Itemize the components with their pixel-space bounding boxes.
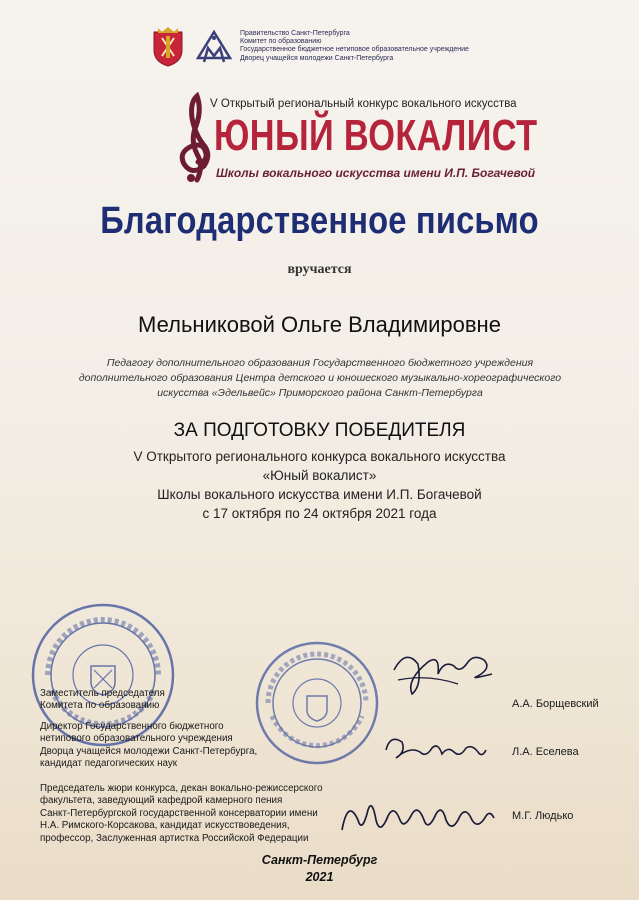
recipient-name: Мельниковой Ольге Владимировне: [138, 312, 501, 337]
detail-line: с 17 октября по 24 октября 2021 года: [202, 506, 437, 521]
awarded-label: вручается: [287, 262, 352, 277]
signatory-2-title: [40, 721, 257, 771]
detail-line: «Юный вокалист»: [262, 468, 377, 483]
palace-logo-icon: [194, 28, 234, 66]
signatory-1-name: А.А. Борщевский: [512, 698, 599, 710]
signature-borschevsky: [388, 640, 498, 702]
city-label: Санкт-Петербург: [261, 853, 378, 867]
position-line: Педагогу дополнительного образования Государственного бюджетного учреждения: [106, 357, 534, 369]
year-label: 2021: [305, 870, 334, 884]
header: [150, 20, 490, 72]
position-line: дополнительного образования Центра детского и юношеского музыкально-хореографического: [78, 372, 562, 384]
coat-of-arms-icon: [150, 26, 186, 68]
palace-stamp-icon: [252, 638, 382, 768]
signatory-3-title: [40, 783, 323, 845]
org-line: Комитет по образованию: [240, 38, 322, 46]
detail-line: V Открытого регионального конкурса вокального искусства: [133, 449, 506, 464]
signatory-title-line: факультета, заведующий кафедрой камерного пения: [40, 795, 283, 807]
contest-name: ЮНЫЙ ВОКАЛИСТ: [214, 111, 538, 160]
org-line: Дворец учащейся молодежи Санкт-Петербурга: [240, 54, 394, 62]
org-line: Правительство Санкт-Петербурга: [240, 30, 350, 37]
signatory-title-line: Н.А. Римского-Корсакова, кандидат искусствоведения,: [40, 820, 290, 832]
signatory-1-title: [40, 688, 165, 713]
contest-edition: V Открытый региональный конкурс вокального искусства: [210, 98, 517, 110]
signatory-title-line: Директор Государственного бюджетного: [40, 721, 224, 732]
signatory-title-line: профессор, Заслуженная артистка Российской Федерации: [40, 832, 309, 844]
signatory-title-line: Дворца учащейся молодежи Санкт-Петербурга,: [40, 745, 258, 757]
contest-school: Школы вокального искусства имени И.П. Богачевой: [216, 166, 536, 180]
signatory-title-line: Председатель жюри конкурса, декан вокально-режиссерского: [40, 783, 323, 794]
signatory-title-line: кандидат педагогических наук: [40, 758, 178, 770]
signatory-title-line: Комитета по образованию: [40, 700, 160, 712]
detail-line: Школы вокального искусства имени И.П. Богачевой: [157, 487, 482, 502]
org-line: Государственное бюджетное нетиповое образовательное учреждение: [240, 46, 469, 54]
signatory-3-name: М.Г. Людько: [512, 810, 574, 822]
signatory-title-line: Санкт-Петербургской государственной консерватории имени: [40, 807, 318, 819]
contest-details: [0, 447, 639, 523]
award-reason: ЗА ПОДГОТОВКУ ПОБЕДИТЕЛЯ: [173, 420, 466, 441]
signatory-title-line: Заместитель председателя: [40, 688, 165, 699]
footer: [0, 852, 639, 886]
organization-lines: [240, 30, 469, 63]
letter-title: Благодарственное письмо: [100, 200, 539, 242]
position-line: искусства «Эдельвейс» Приморского района Санкт-Петербурга: [157, 387, 483, 399]
signature-eseleva: [380, 728, 490, 768]
recipient-position: [40, 356, 600, 401]
signatory-2-name: Л.А. Еселева: [512, 746, 579, 758]
signatory-title-line: нетипового образовательного учреждения: [40, 733, 233, 745]
signature-lyudko: [338, 790, 498, 846]
